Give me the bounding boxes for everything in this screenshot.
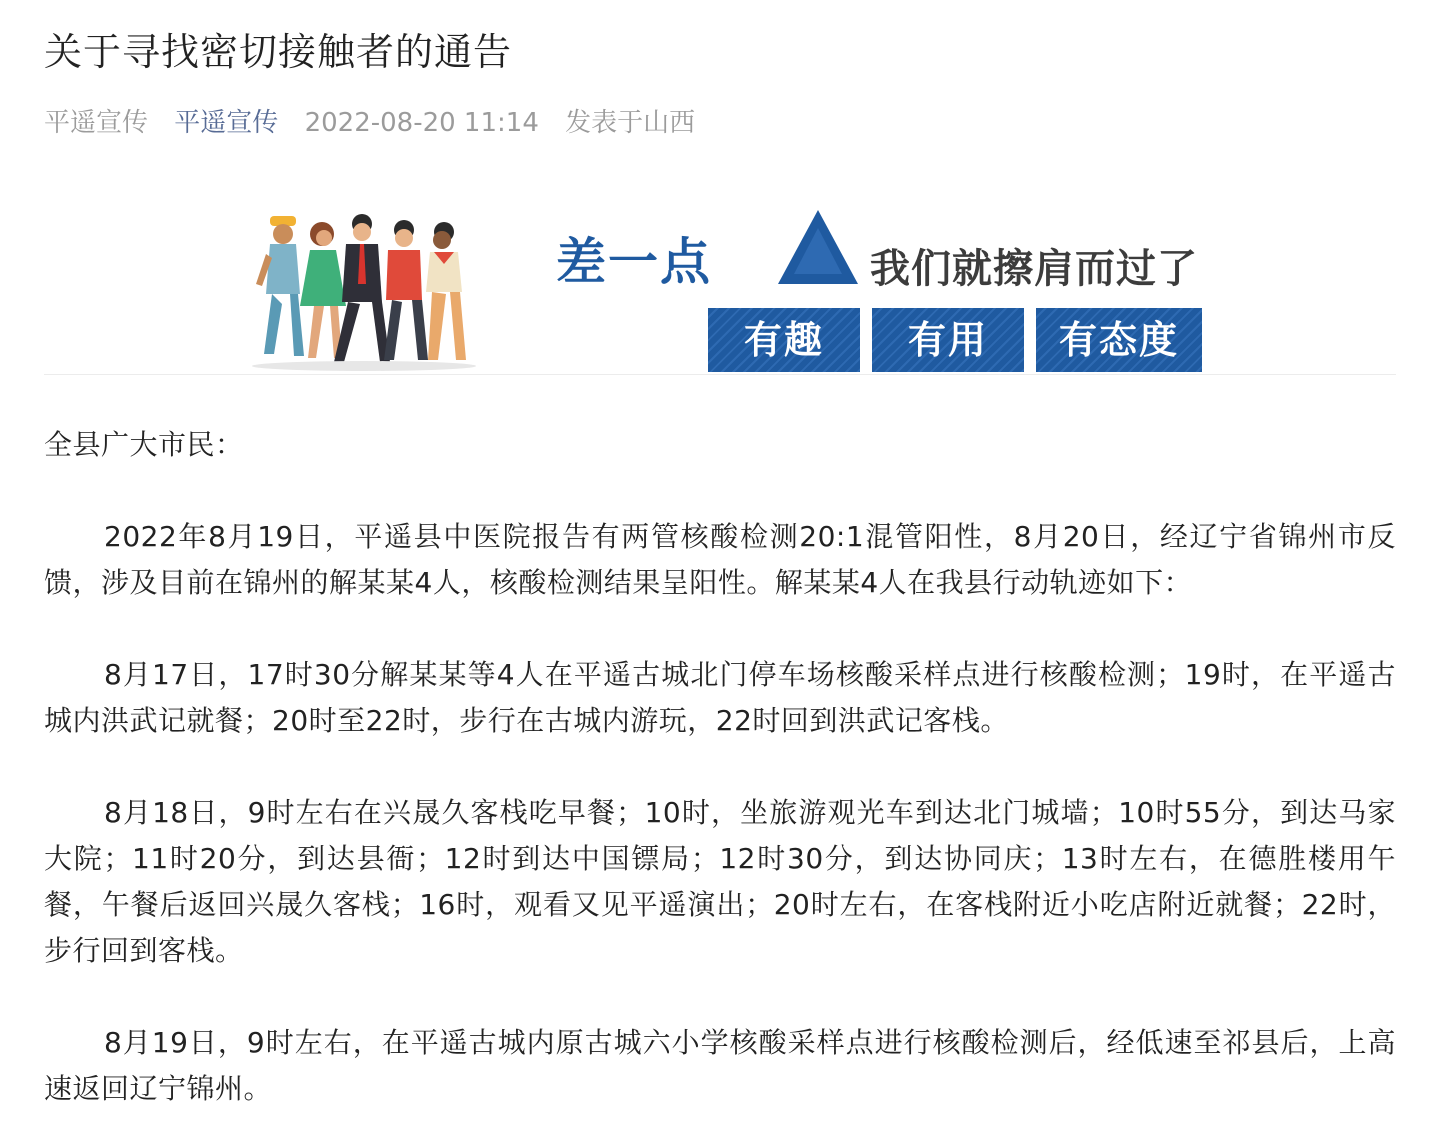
article-title: 关于寻找密切接触者的通告 [44,30,513,74]
triangle-icon [776,208,860,286]
publish-location: 发表于山西 [565,108,696,138]
header-banner-image [204,200,1204,375]
paragraph-aug-17: 8月17日，17时30分解某某等4人在平遥古城北门停车场核酸采样点进行核酸检测；19时，在平遥古城内洪武记就餐；20时至22时，步行在古城内游玩，22时回到洪武记客栈。 [44,658,1396,737]
publish-datetime: 2022-08-20 11:14 [304,108,539,138]
banner-tag-useful: 有用 [872,308,1024,372]
banner-slogan-main: 差一点 [556,233,712,291]
article-meta [44,105,713,141]
people-illustration-icon [244,206,484,374]
paragraph-aug-18: 8月18日，9时左右在兴晟久客栈吃早餐；10时，坐旅游观光车到达北门城墙；10时55分，到达马家大院；11时20分，到达县衙；12时到达中国镖局；12时30分，到达协同庆；13时左右，在德胜楼用午餐，午餐后返回兴晟久客栈；16时，观看又见平遥演出；20时左右，在客栈附近小吃店附近就餐；22时，步行回到客栈。 [44,796,1396,967]
paragraph-aug-19: 8月19日，9时左右，在平遥古城内原古城六小学核酸采样点进行核酸检测后，经低速至祁县后，上高速返回辽宁锦州。 [44,1026,1396,1105]
author-name: 平遥宣传 [44,108,149,138]
account-link[interactable]: 平遥宣传 [174,108,279,138]
banner-divider [44,374,1396,375]
banner-tag-attitude: 有态度 [1036,308,1202,372]
banner-slogan-sub: 我们就擦肩而过了 [870,246,1198,292]
paragraph-intro: 2022年8月19日，平遥县中医院报告有两管核酸检测20:1混管阳性，8月20日，经辽宁省锦州市反馈，涉及目前在锦州的解某某4人，核酸检测结果呈阳性。解某某4人在我县行动轨迹如下： [44,520,1396,599]
banner-tag-interesting: 有趣 [708,308,860,372]
greeting-line: 全县广大市民： [44,428,244,461]
